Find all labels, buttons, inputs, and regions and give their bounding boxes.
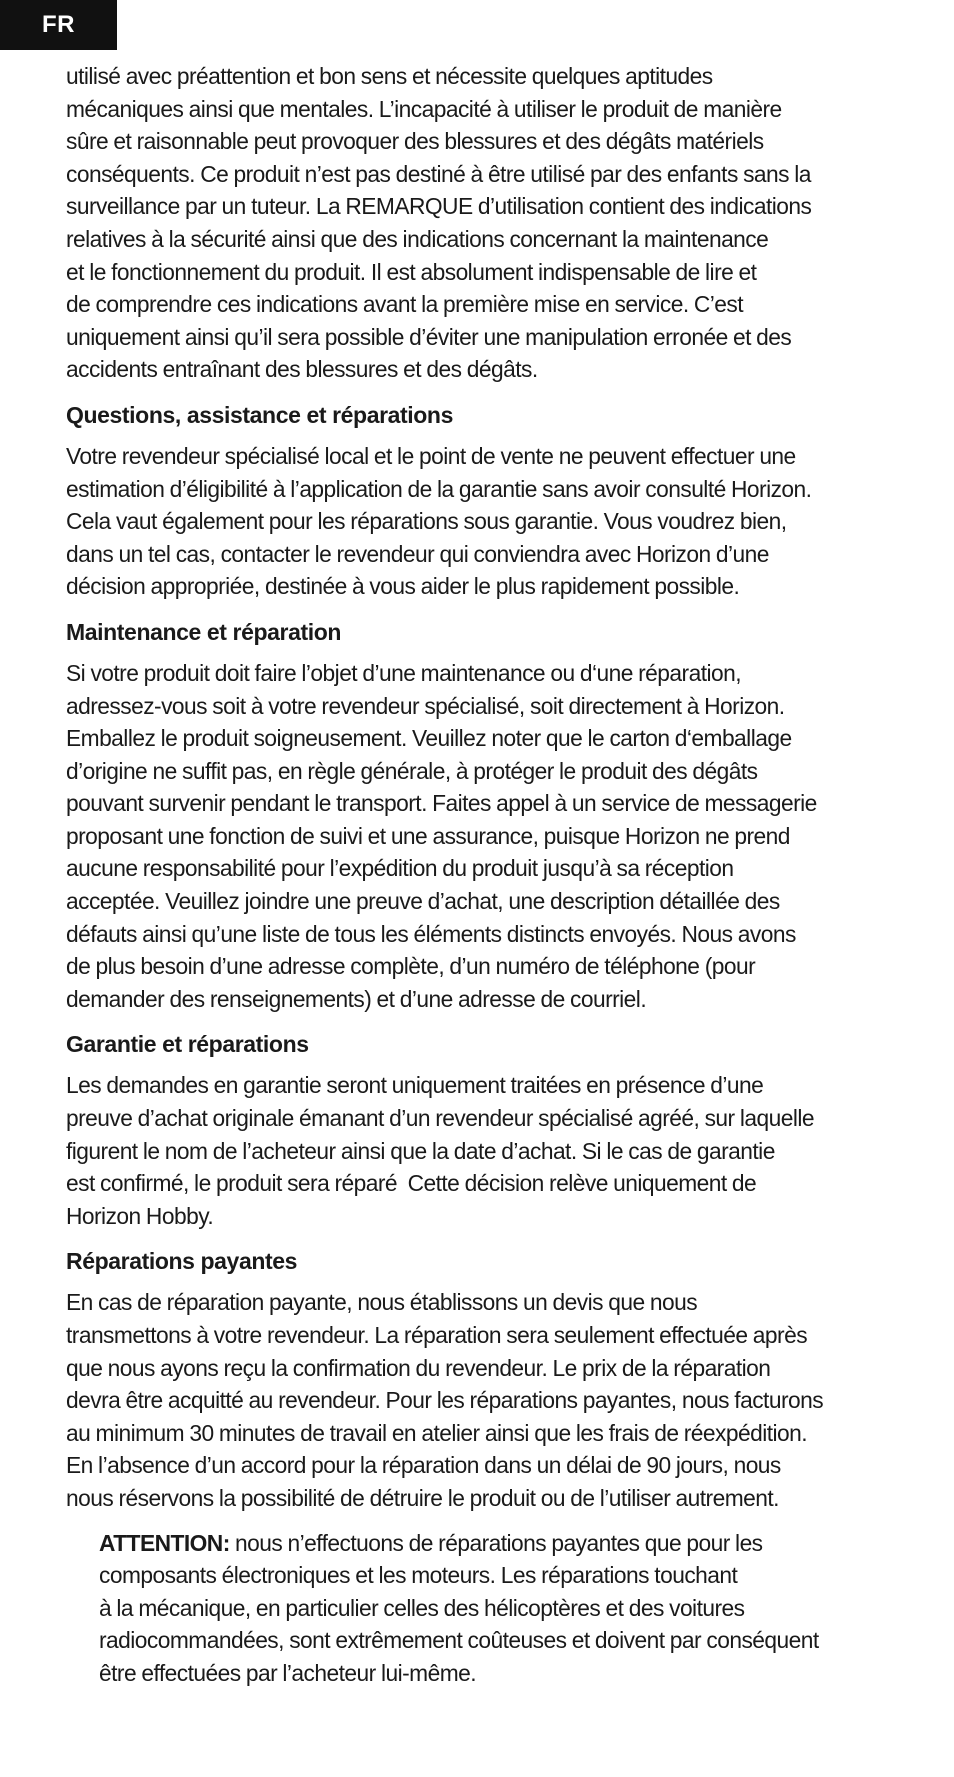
text-line: Horizon Hobby. [66, 1202, 214, 1229]
text-line: composants électroniques et les moteurs. Les réparations touchant [99, 1562, 738, 1589]
text-line: transmettons à votre revendeur. La réparation sera seulement effectuée après [66, 1322, 808, 1348]
text-line: de plus besoin d’une adresse complète, d’un numéro de téléphone (pour [66, 953, 756, 980]
text-line: aucune responsabilité pour l’expédition du produit jusqu’à sa réception [66, 855, 734, 882]
text-line: Emballez le produit soigneusement. Veuillez noter que le carton d‘emballage [66, 725, 792, 752]
text-line: nous réservons la possibilité de détruire le produit ou de l’utiliser autrement. [66, 1484, 779, 1511]
text-line: Votre revendeur spécialisé local et le point de vente ne peuvent effectuer une [66, 442, 796, 469]
text-line: Les demandes en garantie seront uniquement traitées en présence d’une [66, 1072, 764, 1099]
text-line: estimation d’éligibilité à l’application de la garantie sans avoir consulté Horizon. [66, 475, 812, 502]
maintenance-paragraph [66, 657, 878, 1016]
text-line [99, 1527, 878, 1560]
text-line: accidents entraînant des blessures et des dégâts. [66, 356, 538, 383]
paid-repairs-paragraph [66, 1286, 878, 1514]
attention-first-line: nous n’effectuons de réparations payantes que pour les [229, 1529, 763, 1556]
text-line: dans un tel cas, contacter le revendeur qui conviendra avec Horizon d’une [66, 540, 769, 567]
text-line: être effectuées par l’acheteur lui-même. [99, 1659, 477, 1686]
text-line: acceptée. Veuillez joindre une preuve d’achat, une description détaillée des [66, 888, 780, 915]
text-line: utilisé avec préattention et bon sens et nécessite quelques aptitudes [66, 63, 713, 89]
attention-label: ATTENTION: [99, 1529, 230, 1556]
text-line: relatives à la sécurité ainsi que des indications concernant la maintenance [66, 225, 769, 252]
text-line: au minimum 30 minutes de travail en atelier ainsi que les frais de réexpédition. [66, 1419, 808, 1446]
text-line: adressez-vous soit à votre revendeur spécialisé, soit directement à Horizon. [66, 692, 785, 719]
text-line: surveillance par un tuteur. La REMARQUE d’utilisation contient des indications [66, 193, 812, 220]
text-line: pouvant survenir pendant le transport. Faites appel à un service de messagerie [66, 790, 817, 817]
text-line: d’origine ne suffit pas, en règle générale, à protéger le produit des dégâts [66, 757, 758, 784]
text-line: radiocommandées, sont extrêmement coûteuses et doivent par conséquent [99, 1627, 819, 1654]
text-line: décision appropriée, destinée à vous aider le plus rapidement possible. [66, 573, 740, 600]
text-line: En cas de réparation payante, nous établissons un devis que nous [66, 1289, 698, 1316]
text-line: uniquement ainsi qu’il sera possible d’éviter une manipulation erronée et des [66, 323, 792, 350]
intro-paragraph [66, 60, 878, 386]
section-heading-paid-repairs: Réparations payantes [66, 1248, 298, 1275]
text-line: et le fonctionnement du produit. Il est absolument indispensable de lire et [66, 258, 757, 285]
text-line: à la mécanique, en particulier celles des hélicoptères et des voitures [99, 1594, 745, 1621]
text-line: En l’absence d’un accord pour la réparation dans un délai de 90 jours, nous [66, 1452, 781, 1479]
document-body [66, 60, 886, 1690]
text-line: devra être acquitté au revendeur. Pour les réparations payantes, nous facturons [66, 1387, 824, 1414]
text-line: conséquents. Ce produit n’est pas destiné à être utilisé par des enfants sans la [66, 160, 811, 187]
warranty-paragraph [66, 1069, 878, 1232]
text-line: défauts ainsi qu’une liste de tous les éléments distincts envoyés. Nous avons [66, 920, 796, 947]
text-line: que nous ayons reçu la confirmation du revendeur. Le prix de la réparation [66, 1354, 771, 1381]
language-tab: FR [0, 0, 117, 50]
text-line: de comprendre ces indications avant la première mise en service. C’est [66, 291, 744, 318]
text-line: est confirmé, le produit sera réparé Cette décision relève uniquement de [66, 1170, 757, 1197]
text-line: preuve d’achat originale émanant d’un revendeur spécialisé agréé, sur laquelle [66, 1105, 815, 1132]
text-line: Si votre produit doit faire l’objet d’une maintenance ou d‘une réparation, [66, 659, 742, 686]
section-heading-warranty: Garantie et réparations [66, 1031, 309, 1058]
text-line: Cela vaut également pour les réparations sous garantie. Vous voudrez bien, [66, 508, 787, 535]
questions-paragraph [66, 440, 878, 603]
section-heading-questions: Questions, assistance et réparations [66, 401, 453, 428]
section-heading-maintenance: Maintenance et réparation [66, 618, 342, 645]
text-line: proposant une fonction de suivi et une assurance, puisque Horizon ne prend [66, 822, 790, 849]
text-line: demander des renseignements) et d’une adresse de courriel. [66, 985, 647, 1012]
text-line: mécaniques ainsi que mentales. L’incapacité à utiliser le produit de manière [66, 95, 782, 122]
attention-note [99, 1527, 878, 1690]
text-line: figurent le nom de l’acheteur ainsi que la date d’achat. Si le cas de garantie [66, 1137, 775, 1164]
text-line: sûre et raisonnable peut provoquer des blessures et des dégâts matériels [66, 128, 764, 155]
